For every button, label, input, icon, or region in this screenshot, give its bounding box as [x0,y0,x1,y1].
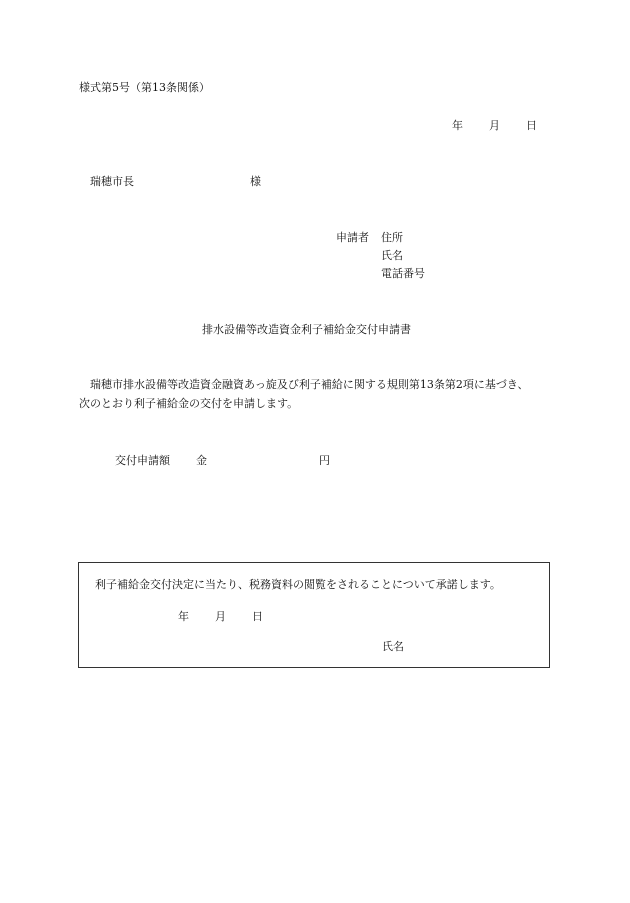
consent-date [178,610,263,624]
addressee-honorific: 様 [250,175,261,188]
date-day: 日 [526,119,537,132]
addressee-name: 瑞穂市長 [90,175,134,188]
applicant-address-label: 住所 [381,231,403,244]
body-line-1: 瑞穂市排水設備等改造資金融資あっ旋及び利子補給に関する規則第13条第2項に基づき、 [90,378,529,391]
applicant-name-label: 氏名 [381,249,403,262]
consent-text: 利子補給金交付決定に当たり、税務資料の閲覧をされることについて承諾します。 [95,578,501,591]
consent-name-label: 氏名 [382,640,404,653]
applicant-label: 申請者 [336,231,369,244]
consent-month: 月 [215,610,226,623]
date-line [452,119,537,133]
amount-line [115,454,330,468]
consent-year: 年 [178,610,189,623]
document-title: 排水設備等改造資金利子補給金交付申請書 [202,323,411,336]
amount-label: 交付申請額 [115,454,170,467]
body-line-2: 次のとおり利子補給金の交付を申請します。 [79,397,299,410]
amount-prefix: 金 [196,454,207,467]
form-number: 様式第5号（第13条関係） [79,81,210,94]
date-month: 月 [489,119,500,132]
consent-box [78,562,550,668]
consent-day: 日 [252,610,263,623]
addressee [90,175,261,189]
applicant-phone-label: 電話番号 [381,267,425,280]
amount-unit: 円 [319,454,330,467]
date-year: 年 [452,119,463,132]
